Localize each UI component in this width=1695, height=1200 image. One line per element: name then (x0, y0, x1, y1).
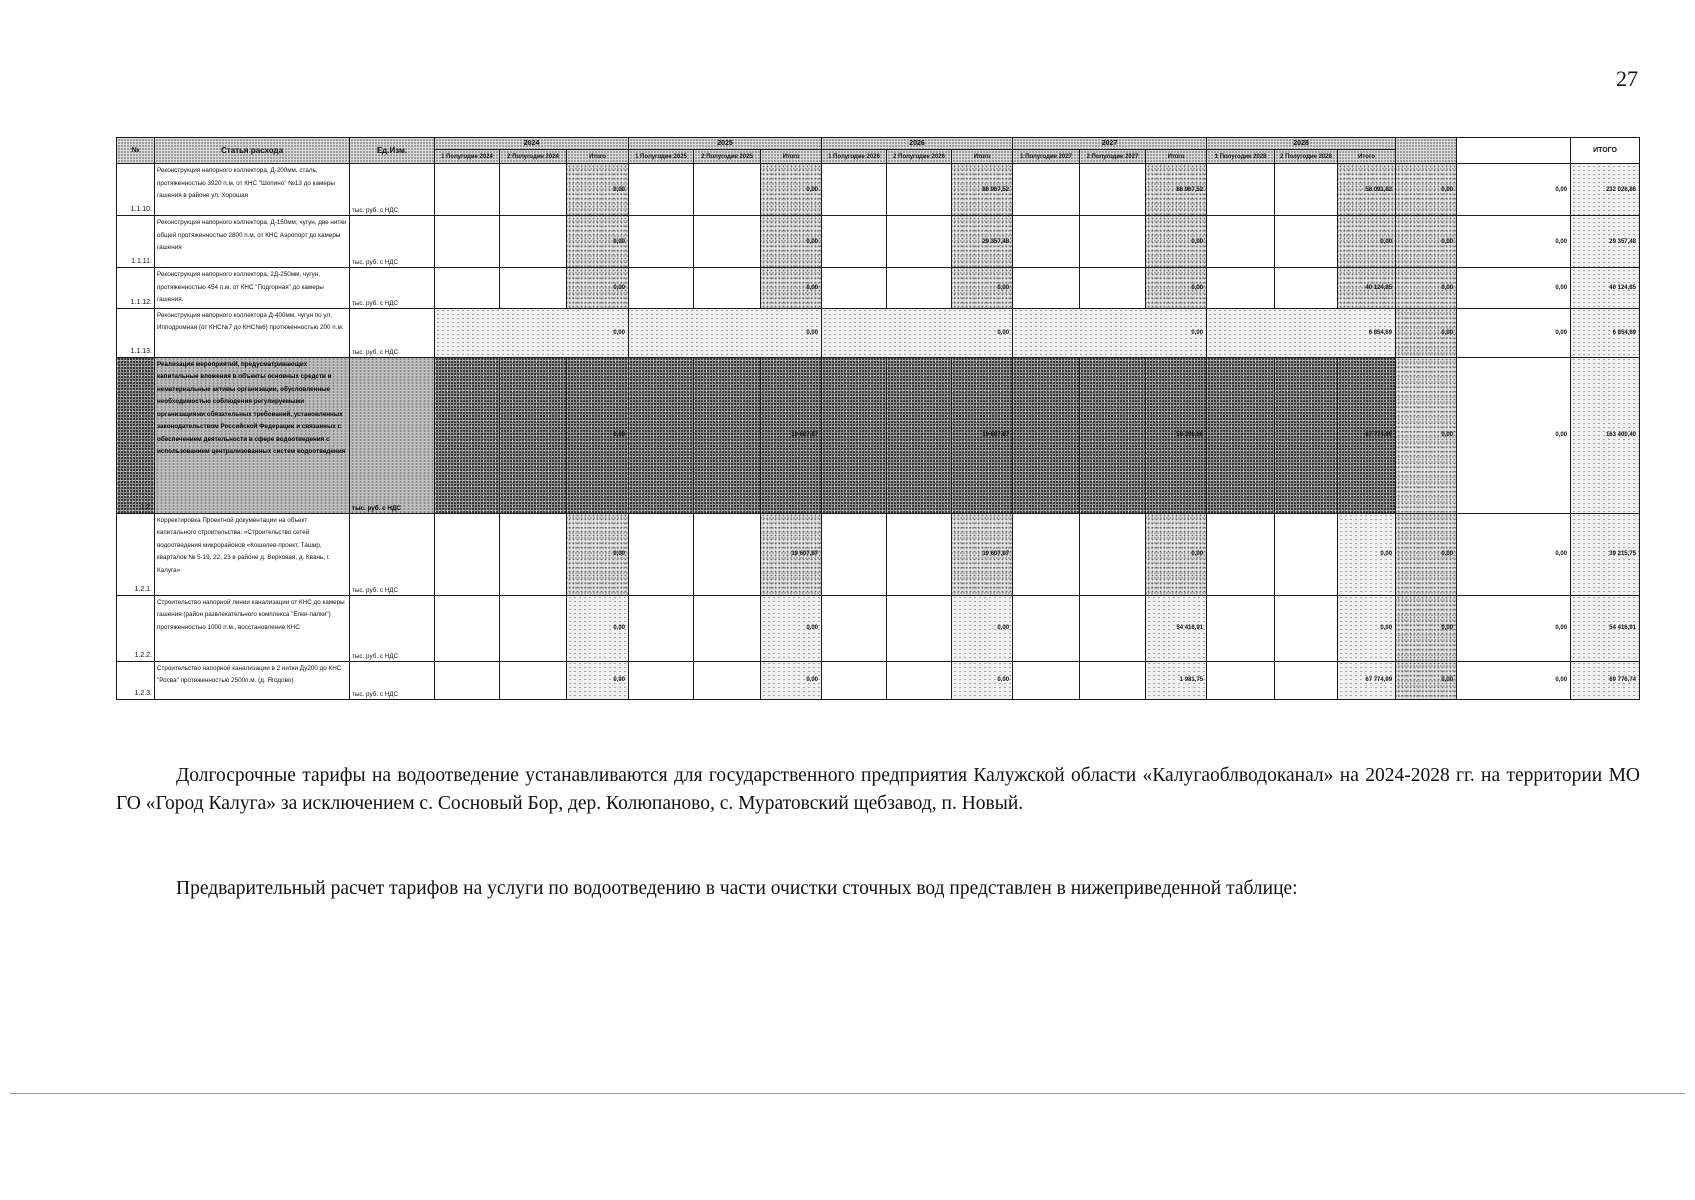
cell-extra-2: 0,00 (1457, 268, 1571, 309)
row-number: 1.2.3. (117, 661, 155, 699)
header-row-years (117, 138, 1640, 150)
cell-2026-total: 0,00 (952, 268, 1013, 309)
cell-2027-total: 0,00 (1146, 513, 1207, 595)
header-2028-h1: 1 Полугодие 2028 (1207, 150, 1275, 164)
row-description: Строительство напорной канализации в 2 нитки Ду200 до КНС "Росва" протяженностью 2500п.м. (д. Ягодово) (155, 661, 350, 699)
cell-empty (1013, 595, 1080, 661)
cell-2026-total: 19 607,87 (952, 357, 1013, 513)
cell-shaded (435, 357, 500, 513)
row-description: Строительство напорной линии канализации от КНС до камеры гашения (район развлекательного комплекса "Ёлки-палки") протяженностью 1000 п.м., восстановление КНС (155, 595, 350, 661)
cell-2027-total: 0,00 (1146, 216, 1207, 268)
cell-empty (629, 661, 694, 699)
cell-empty (1275, 216, 1338, 268)
header-grand-total: ИТОГО (1571, 138, 1640, 164)
table-row (117, 661, 1640, 699)
row-unit: тыс. руб. с НДС (350, 661, 435, 699)
cell-empty (694, 164, 761, 216)
cell-empty (1275, 595, 1338, 661)
row-unit: тыс. руб. с НДС (350, 595, 435, 661)
bottom-divider (10, 1093, 1685, 1094)
cell-2028-total: 58 091,82 (1338, 164, 1396, 216)
cell-extra-1: 0,00 (1396, 216, 1457, 268)
cell-2027-total: 1 981,75 (1146, 661, 1207, 699)
cell-extra-2: 0,00 (1457, 595, 1571, 661)
cell-grand-total: 39 215,75 (1571, 513, 1640, 595)
cell-empty (435, 268, 500, 309)
cell-empty (629, 216, 694, 268)
cell-2026-total: 19 607,87 (952, 513, 1013, 595)
header-2026-total: Итого (952, 150, 1013, 164)
cell-extra-1: 0,00 (1396, 513, 1457, 595)
cell-extra-1: 0,00 (1396, 595, 1457, 661)
cell-2026-total: 86 967,52 (952, 164, 1013, 216)
cell-shaded (1013, 357, 1080, 513)
cell-empty (1080, 595, 1146, 661)
row-unit: тыс. руб. с НДС (350, 357, 435, 513)
table-row (117, 308, 1640, 357)
cell-2024-total: 0,00 (567, 513, 629, 595)
cell-2028-total: 67 774,99 (1338, 661, 1396, 699)
cell-2024-total: 0,00 (435, 308, 629, 357)
header-year-2025: 2025 (629, 138, 822, 150)
row-unit: тыс. руб. с НДС (350, 164, 435, 216)
cell-2026-total: 0,00 (952, 661, 1013, 699)
cell-empty (887, 164, 952, 216)
row-number: 1.1.12. (117, 268, 155, 309)
cell-grand-total: 40 124,85 (1571, 268, 1640, 309)
header-year-2028: 2028 (1207, 138, 1396, 150)
cell-empty (1080, 268, 1146, 309)
row-description: Реализация мероприятий, предусматривающих капитальные вложения в объекты основных средств и нематериальные активы организации, обусловленные необходимостью соблюдения регулируемыми организациями обязательных требований, установленных законодательством Российской Федерации и связанных с обеспечением деятельности в сфере водоотведения с использованием централизованных систем водоотведения (155, 357, 350, 513)
cell-2025-total: 0,00 (761, 164, 822, 216)
cell-empty (1275, 661, 1338, 699)
cell-shaded (500, 357, 567, 513)
cell-empty (694, 661, 761, 699)
cell-empty (435, 513, 500, 595)
cell-empty (1080, 661, 1146, 699)
cell-empty (1275, 268, 1338, 309)
cell-2025-total: 19 607,87 (761, 513, 822, 595)
cell-empty (1080, 164, 1146, 216)
cell-empty (1275, 164, 1338, 216)
cell-empty (629, 595, 694, 661)
header-2027-total: Итого (1146, 150, 1207, 164)
cell-empty (887, 513, 952, 595)
header-year-2024: 2024 (435, 138, 629, 150)
cell-empty (887, 595, 952, 661)
header-extra-2 (1457, 138, 1571, 164)
cell-shaded (629, 357, 694, 513)
cell-2028-total: 40 124,85 (1338, 268, 1396, 309)
cell-empty (822, 513, 887, 595)
row-number: 1.2.1. (117, 513, 155, 595)
row-number: 1.1.10. (117, 164, 155, 216)
cell-empty (694, 595, 761, 661)
cell-extra-1: 0,00 (1396, 308, 1457, 357)
cell-2026-total: 29 357,48 (952, 216, 1013, 268)
cell-empty (435, 216, 500, 268)
cell-empty (694, 268, 761, 309)
cell-shaded (1207, 357, 1275, 513)
cell-shaded (822, 357, 887, 513)
row-unit: тыс. руб. с НДС (350, 216, 435, 268)
page-number: 27 (1616, 66, 1638, 91)
cell-empty (1013, 513, 1080, 595)
header-2025-h1: 1 Полугодие 2025 (629, 150, 694, 164)
cell-2028-total: 6 854,69 (1207, 308, 1396, 357)
cell-2025-total: 0,00 (761, 595, 822, 661)
cell-extra-1: 0,00 (1396, 268, 1457, 309)
cell-shaded (694, 357, 761, 513)
cell-2027-total: 0,00 (1013, 308, 1207, 357)
cell-empty (822, 268, 887, 309)
table-row (117, 513, 1640, 595)
cell-grand-total: 69 776,74 (1571, 661, 1640, 699)
header-2024-h2: 2 Полугодие 2024 (500, 150, 567, 164)
row-description: Реконструкция напорного коллектора, 2Д-250мм, чугун, протяженностью 454 п.м, от КНС "Подгорная" до камеры гашения. (155, 268, 350, 309)
capital-expenditure-table (116, 137, 1640, 700)
cell-2024-total: 0,00 (567, 357, 629, 513)
cell-extra-2: 0,00 (1457, 661, 1571, 699)
cell-shaded (887, 357, 952, 513)
cell-empty (1013, 216, 1080, 268)
header-2027-h1: 1 Полугодие 2027 (1013, 150, 1080, 164)
cell-empty (822, 164, 887, 216)
paragraph-long-term-tariffs: Долгосрочные тарифы на водоотведение устанавливаются для государственного предприятия Калужской области «Калугаоблводоканал» на 2024-2028 гг. на территории МО ГО «Город Калуга» за исключением с. Сосновый Бор, дер. Колюпаново, с. Муратовский щебзавод, п. Новый. (116, 764, 1640, 814)
cell-empty (435, 661, 500, 699)
table-row-summary (117, 357, 1640, 513)
cell-empty (1275, 513, 1338, 595)
cell-empty (500, 661, 567, 699)
cell-empty (500, 164, 567, 216)
cell-2027-total: 56 398,66 (1146, 357, 1207, 513)
header-year-2027: 2027 (1013, 138, 1207, 150)
cell-2025-total: 19 607,87 (761, 357, 822, 513)
row-description: Реконструкция напорного коллектора, Д-200мм, сталь, протяженностью 3920 п.м, от КНС "Шопино" №13 до камеры гашения в районе ул. Хорошая (155, 164, 350, 216)
cell-empty (500, 513, 567, 595)
cell-2024-total: 0,00 (567, 595, 629, 661)
header-extra-1 (1396, 138, 1457, 164)
table-row (117, 164, 1640, 216)
cell-2025-total: 0,00 (629, 308, 822, 357)
cell-shaded (1275, 357, 1338, 513)
header-item: Статья расхода (155, 138, 350, 164)
cell-empty (1207, 595, 1275, 661)
cell-empty (887, 216, 952, 268)
row-number: 1.2.2. (117, 595, 155, 661)
cell-2027-total: 0,00 (1146, 268, 1207, 309)
header-2027-h2: 2 Полугодие 2027 (1080, 150, 1146, 164)
cell-empty (500, 595, 567, 661)
cell-empty (629, 513, 694, 595)
cell-grand-total: 232 026,86 (1571, 164, 1640, 216)
table-body (117, 164, 1640, 700)
row-unit: тыс. руб. с НДС (350, 308, 435, 357)
cell-empty (629, 164, 694, 216)
cell-empty (1207, 164, 1275, 216)
cell-empty (435, 595, 500, 661)
cell-empty (1013, 268, 1080, 309)
table-header (117, 138, 1640, 164)
cell-2025-total: 0,00 (761, 268, 822, 309)
cell-extra-2: 0,00 (1457, 513, 1571, 595)
cell-2028-total: 67 774,99 (1338, 357, 1396, 513)
cell-2027-total: 54 416,91 (1146, 595, 1207, 661)
cell-2024-total: 0,00 (567, 268, 629, 309)
table-row (117, 268, 1640, 309)
cell-extra-2: 0,00 (1457, 308, 1571, 357)
cell-extra-2: 0,00 (1457, 357, 1571, 513)
header-2024-h1: 1 Полугодие 2024 (435, 150, 500, 164)
cell-empty (1080, 513, 1146, 595)
cell-2028-total: 0,00 (1338, 513, 1396, 595)
cell-2025-total: 0,00 (761, 216, 822, 268)
cell-shaded (1080, 357, 1146, 513)
cell-2024-total: 0,00 (567, 661, 629, 699)
cell-empty (435, 164, 500, 216)
cell-grand-total: 163 400,40 (1571, 357, 1640, 513)
row-unit: тыс. руб. с НДС (350, 513, 435, 595)
cell-empty (887, 661, 952, 699)
cell-empty (1207, 513, 1275, 595)
cell-empty (1207, 268, 1275, 309)
header-2028-h2: 2 Полугодие 2028 (1275, 150, 1338, 164)
cell-empty (1207, 661, 1275, 699)
header-2026-h2: 2 Полугодие 2026 (887, 150, 952, 164)
row-number: 1.1.13. (117, 308, 155, 357)
cell-empty (500, 216, 567, 268)
cell-empty (694, 216, 761, 268)
cell-empty (822, 216, 887, 268)
row-unit: тыс. руб. с НДС (350, 268, 435, 309)
cell-empty (822, 661, 887, 699)
header-2024-total: Итого (567, 150, 629, 164)
row-number: 1.1.11. (117, 216, 155, 268)
row-description: Реконструкция напорного коллектора, Д-150мм, чугун, две нитки общей протяженностью 2800 п.м, от КНС Аэропорт до камеры гашения (155, 216, 350, 268)
header-2025-h2: 2 Полугодие 2025 (694, 150, 761, 164)
row-description: Корректировка Проектной документации на объект капитального строительства: «Строительство сетей водоотведения микрорайонов «Кошелев-проект, Ташир, кварталов № 5-19, 22, 23 в районе д. Верховая, д. Квань, г. Калуга» (155, 513, 350, 595)
cell-2026-total: 0,00 (952, 595, 1013, 661)
paragraph-preliminary-calculation: Предварительный расчет тарифов на услуги по водоотведению в части очистки сточных вод представлен в нижеприведенной таблице: (176, 877, 1298, 899)
cell-empty (887, 268, 952, 309)
cell-extra-1: 0,00 (1396, 357, 1457, 513)
capital-expenditure-table-wrap (116, 137, 1640, 700)
cell-grand-total: 54 416,91 (1571, 595, 1640, 661)
cell-empty (822, 595, 887, 661)
cell-extra-2: 0,00 (1457, 216, 1571, 268)
header-2028-total: Итого (1338, 150, 1396, 164)
cell-2027-total: 86 967,52 (1146, 164, 1207, 216)
header-2025-total: Итого (761, 150, 822, 164)
header-no: № (117, 138, 155, 164)
row-description: Реконструкция напорного коллектора Д-400мм, чугун по ул. Ипподромная (от КНС№7 до КНС№6) протяженностью 200 п.м. (155, 308, 350, 357)
table-row (117, 595, 1640, 661)
cell-2026-total: 0,00 (822, 308, 1013, 357)
header-year-2026: 2026 (822, 138, 1013, 150)
cell-extra-1: 0,00 (1396, 661, 1457, 699)
row-number: 1.2. (117, 357, 155, 513)
cell-2024-total: 0,00 (567, 164, 629, 216)
header-2026-h1: 1 Полугодие 2026 (822, 150, 887, 164)
cell-2028-total: 0,00 (1338, 216, 1396, 268)
header-unit: Ед.Изм. (350, 138, 435, 164)
cell-empty (1013, 164, 1080, 216)
cell-extra-1: 0,00 (1396, 164, 1457, 216)
cell-empty (694, 513, 761, 595)
cell-empty (1013, 661, 1080, 699)
cell-grand-total: 6 854,69 (1571, 308, 1640, 357)
cell-extra-2: 0,00 (1457, 164, 1571, 216)
cell-empty (629, 268, 694, 309)
cell-empty (500, 268, 567, 309)
cell-grand-total: 29 357,48 (1571, 216, 1640, 268)
table-row (117, 216, 1640, 268)
cell-2024-total: 0,00 (567, 216, 629, 268)
cell-2025-total: 0,00 (761, 661, 822, 699)
cell-2028-total: 0,00 (1338, 595, 1396, 661)
cell-empty (1207, 216, 1275, 268)
cell-empty (1080, 216, 1146, 268)
